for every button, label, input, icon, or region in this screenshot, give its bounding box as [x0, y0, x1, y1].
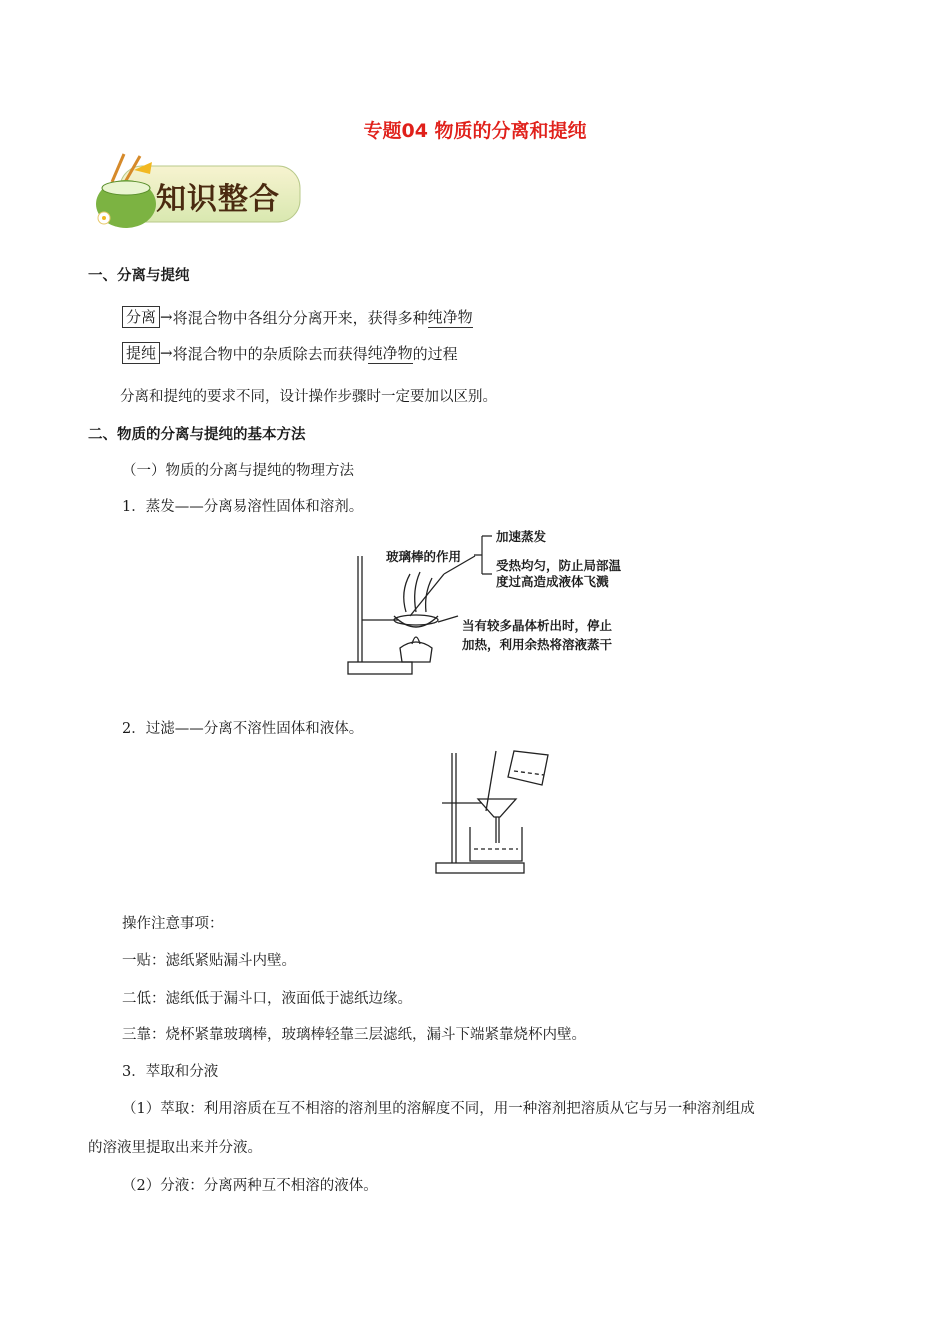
row2-text: 将混合物中的杂质除去而获得 — [172, 344, 368, 363]
arrow-right-icon: → — [160, 308, 173, 326]
item-evaporation: 1．蒸发——分离易溶性固体和溶剂。 — [122, 499, 364, 515]
purify-box: 提纯 — [122, 342, 160, 364]
note-two-low: 二低：滤纸低于漏斗口，液面低于滤纸边缘。 — [122, 991, 412, 1007]
filtration-apparatus-icon — [430, 745, 550, 877]
extraction-text-2: 的溶液里提取出来并分液。 — [88, 1140, 262, 1156]
row2-tail: 的过程 — [412, 344, 458, 363]
row1-text: 将混合物中各组分分离开来，获得多种 — [172, 308, 428, 327]
note-three-lean: 三靠：烧杯紧靠玻璃棒，玻璃棒轻靠三层滤纸，漏斗下端紧靠烧杯内壁。 — [122, 1027, 586, 1043]
note-text: 分离和提纯的要求不同，设计操作步骤时一定要加以区别。 — [120, 389, 497, 405]
label-uniform-heating-1: 受热均匀，防止局部温 — [496, 558, 622, 573]
bracket-icon — [472, 530, 494, 580]
subsection-physical: （一）物质的分离与提纯的物理方法 — [122, 463, 354, 479]
item-filtration: 2．过滤——分离不溶性固体和液体。 — [122, 721, 364, 737]
diagram-row-purify — [122, 340, 473, 366]
liquid-separation-text: （2）分液：分离两种互不相溶的液体。 — [122, 1178, 378, 1194]
separation-diagram — [122, 304, 473, 366]
filtration-figure — [430, 745, 550, 877]
section-heading-1: 一、分离与提纯 — [88, 268, 190, 284]
note-one-stick: 一贴：滤纸紧贴漏斗内壁。 — [122, 953, 296, 969]
arrow-right-icon: → — [160, 344, 173, 362]
label-uniform-heating-2: 度过高造成液体飞溅 — [496, 574, 609, 589]
row1-underlined: 纯净物 — [427, 308, 473, 326]
row2-underlined: 纯净物 — [367, 344, 413, 362]
label-crystal-2: 加热，利用余热将溶液蒸干 — [462, 637, 613, 652]
banner-text: 知识整合 — [156, 182, 280, 217]
label-crystal-1: 当有较多晶体析出时，停止 — [462, 618, 613, 633]
label-speed-evaporation: 加速蒸发 — [496, 529, 547, 544]
page-title: 专题04 物质的分离和提纯 — [363, 120, 587, 142]
label-rod-function: 玻璃棒的作用 — [386, 549, 462, 564]
knowledge-banner — [90, 152, 302, 232]
diagram-row-separate — [122, 304, 473, 330]
notes-heading: 操作注意事项： — [122, 916, 224, 932]
extraction-text-1: （1）萃取：利用溶质在互不相溶的溶剂里的溶解度不同，用一种溶剂把溶质从它与另一种溶剂组成 — [122, 1101, 755, 1117]
separate-box: 分离 — [122, 306, 160, 328]
item-extraction: 3．萃取和分液 — [122, 1064, 219, 1080]
section-heading-2: 二、物质的分离与提纯的基本方法 — [88, 427, 306, 443]
